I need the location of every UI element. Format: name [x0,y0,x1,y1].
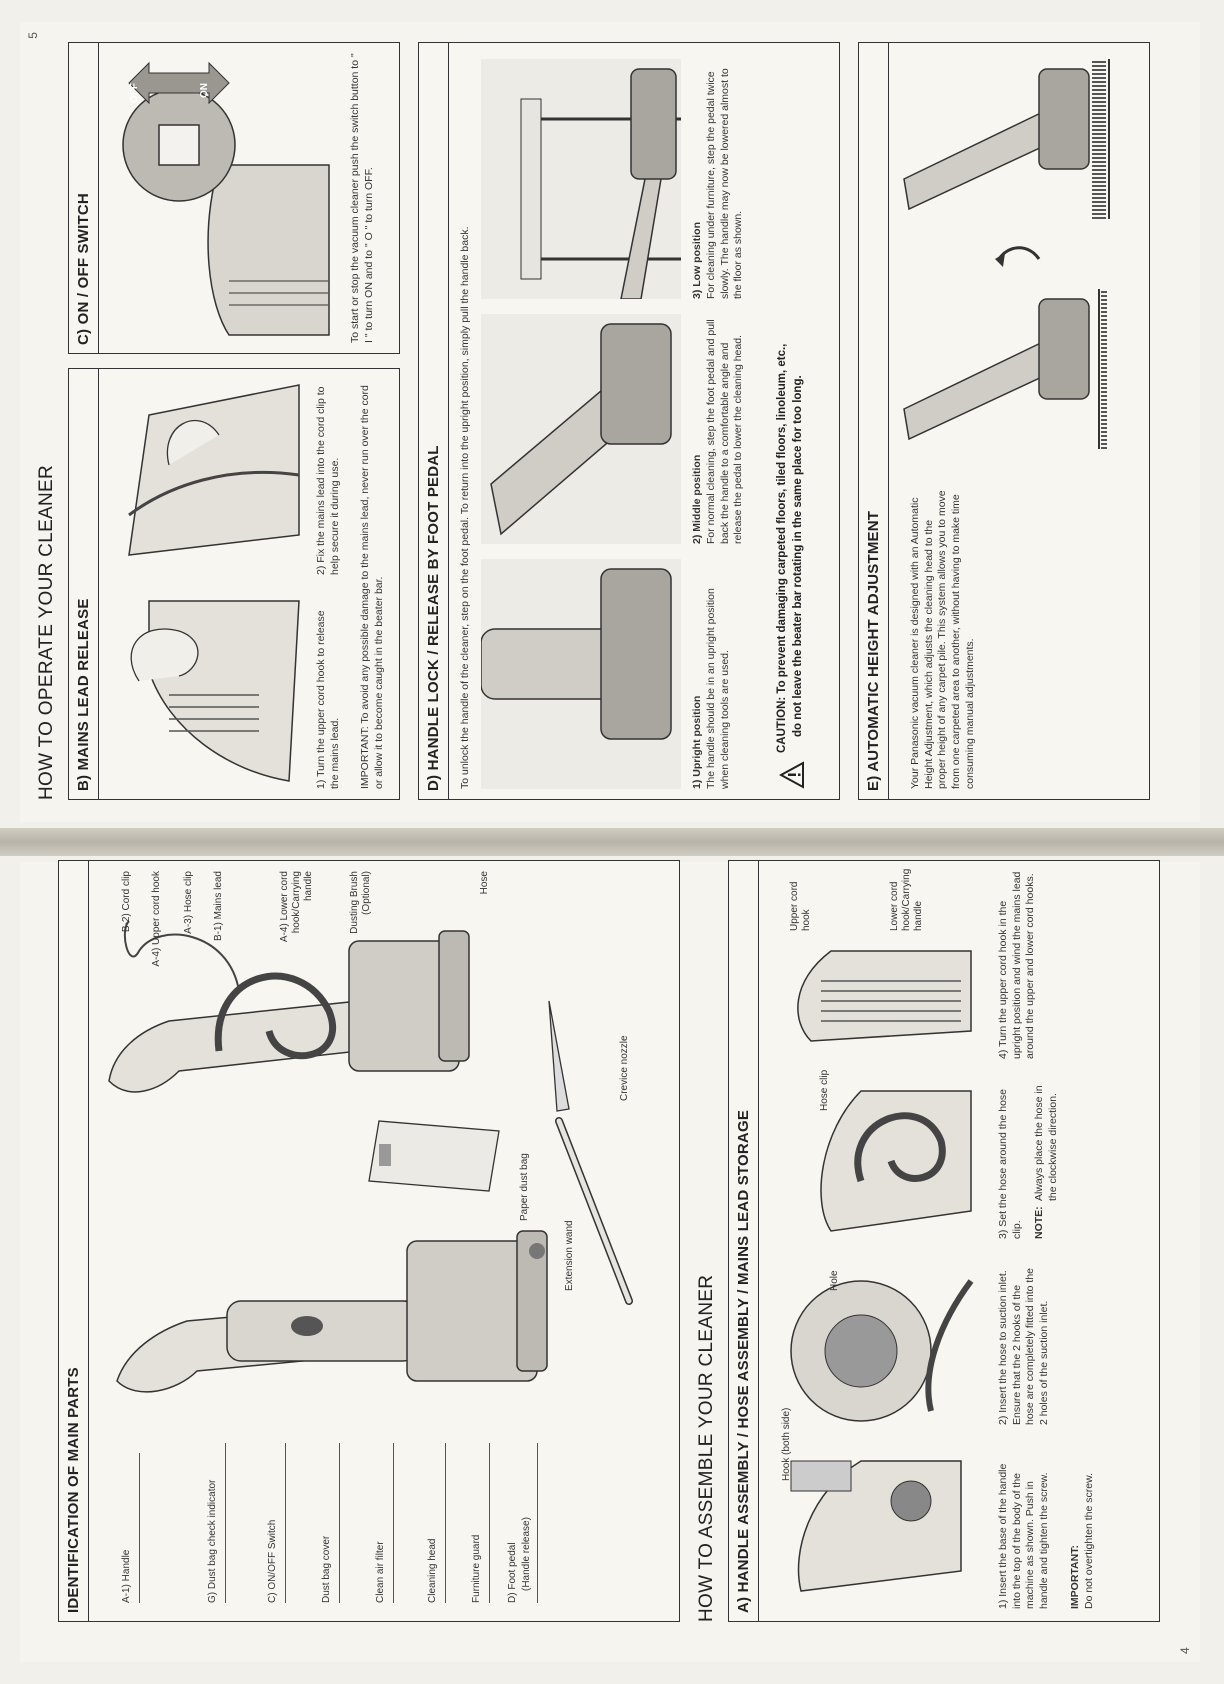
hose-inlet-illustration [771,1261,991,1431]
warning-icon [779,761,805,789]
label-handle: A-1) Handle [121,1549,132,1603]
label-dusting-brush: Dusting Brush (Optional) [349,871,372,934]
label-lower-cord-hook-assembly: Lower cord hook/Carrying handle [889,868,924,931]
leader-cleaning-head [445,1443,446,1603]
label-furniture-guard: Furniture guard [471,1534,482,1603]
hose-clip-illustration [771,1071,991,1241]
leader-furniture-guard [489,1443,490,1603]
label-hole: Hole [829,1270,840,1291]
pos3-text: For cleaning under furniture, step the pedal twice slowly. The handle may now be lowered almost to the floor as shown. [705,68,745,299]
upright-position-illustration [481,559,681,789]
handle-lock-box [418,42,840,800]
onoff-title: C) ON / OFF SWITCH [69,43,99,353]
leader-handle [139,1453,140,1603]
leader-onoff-switch [285,1443,286,1603]
identification-title: IDENTIFICATION OF MAIN PARTS [59,861,89,1621]
mains-lead-step1: 1) Turn the upper cord hook to release the mains lead. [315,610,341,789]
label-dust-bag-cover: Dust bag cover [321,1535,332,1603]
switch-off-label: OFF [129,83,140,103]
leader-dust-bag-indicator [225,1443,226,1603]
assemble-heading: HOW TO ASSEMBLE YOUR CLEANER [696,1274,717,1622]
switch-on-label: ON [199,83,210,98]
assemble-step1-important: Do not overtighten the screw. [1083,1473,1095,1609]
switch-illustration [109,55,339,345]
cord-clip-illustration [109,375,309,575]
mains-lead-box [68,368,400,800]
leader-clean-air-filter [393,1443,394,1603]
assemble-title: A) HANDLE ASSEMBLY / HOSE ASSEMBLY / MAINS LEAD STORAGE [729,861,759,1621]
label-lower-cord-hook: A-4) Lower cord hook/Carrying handle [279,871,314,943]
height-box [858,42,1150,800]
label-mains-lead: B-1) Mains lead [213,871,224,942]
label-paper-dust-bag: Paper dust bag [519,1153,530,1221]
cord-storage-illustration [771,931,991,1061]
label-clean-air-filter: Clean air filter [375,1541,386,1603]
page-number-right: 5 [26,32,40,39]
label-foot-pedal: D) Foot pedal [507,1542,518,1603]
pos2-title: 2) Middle position [691,454,703,544]
handle-insert-illustration [771,1441,971,1611]
right-page [20,22,1200,822]
assemble-step1: 1) Insert the base of the handle into the top of the body of the machine as shown. Push in handle and tighten the screw. [997,1463,1050,1609]
mains-lead-step2: 2) Fix the mains lead into the cord clip to help secure it during use. [315,386,341,575]
label-hook: Hook (both side) [781,1407,792,1481]
label-upper-cord-hook: A-4) Upper cord hook [151,871,162,967]
assemble-step3-note-head: NOTE: [1033,1206,1045,1239]
mains-lead-title: B) MAINS LEAD RELEASE [69,369,99,799]
assemble-box [728,860,1160,1622]
label-onoff-switch: C) ON/OFF Switch [267,1519,278,1603]
left-page [20,862,1200,1662]
height-adjust-illustration-2 [899,49,1129,229]
height-adjust-illustration-1 [899,279,1129,459]
leader-dust-bag-cover [339,1443,340,1603]
label-hose-clip-assembly: Hose clip [819,1069,830,1111]
caution-line-1: CAUTION: To prevent damaging carpeted floors, tiled floors, linoleum, etc., [776,343,788,753]
cord-hook-release-illustration [109,591,309,791]
operate-heading: HOW TO OPERATE YOUR CLEANER [36,464,57,800]
assemble-step2: 2) Insert the hose to suction inlet. Ensure that the 2 hooks of the hose are completely fitted into the 2 holes of the suction inlet. [997,1267,1050,1425]
pos3-title: 3) Low position [691,222,703,299]
label-hose-clip: A-3) Hose clip [183,871,194,934]
pos2-text: For normal cleaning, step the foot pedal and pull back the handle to a comfortable angle and release the pedal to lower the cleaning head. [705,319,745,544]
label-dust-bag-indicator: G) Dust bag check indicator [207,1479,218,1603]
label-cleaning-head: Cleaning head [427,1538,438,1603]
handle-lock-intro: To unlock the handle of the cleaner, step on the foot pedal. To return into the upright position, simply pull the handle back. [459,226,471,789]
onoff-text: To start or stop the vacuum cleaner push the switch button to " I " to turn ON and to " O " to turn OFF. [349,53,375,343]
wand-and-nozzle-illustration [529,991,649,1321]
height-title: E) AUTOMATIC HEIGHT ADJUSTMENT [859,43,889,799]
page-number-left: 4 [1178,1647,1192,1654]
leader-foot-pedal [537,1443,538,1603]
assemble-step4: 4) Turn the upper cord hook in the upright position and wind the mains lead around the upper and lower cord hooks. [997,871,1037,1059]
label-cord-clip: B-2) Cord clip [121,871,132,933]
label-hose: Hose [479,871,490,895]
assemble-step3-note: Always place the hose in the clockwise direction. [1033,1085,1059,1201]
handle-lock-title: D) HANDLE LOCK / RELEASE BY FOOT PEDAL [419,43,449,799]
label-crevice-nozzle: Crevice nozzle [619,1035,630,1101]
assemble-step3: 3) Set the hose around the hose clip. [997,1088,1023,1239]
low-position-illustration [481,59,681,299]
height-arrow-illustration [899,239,1129,279]
height-text: Your Panasonic vacuum cleaner is designed with an Automatic Height Adjustment, which adjusts the cleaning head to the proper height of any carpet pile. This system allows you to move from one carpeted area to another, without having to make time consuming manual adjustments. [909,490,976,789]
pos1-text: The handle should be in an upright position when cleaning tools are used. [705,588,731,789]
identification-box [58,860,680,1622]
label-extension-wand: Extension wand [564,1220,575,1291]
assemble-step1-important-head: IMPORTANT: [1069,1545,1081,1609]
label-foot-pedal-sub: (Handle release) [521,1517,532,1591]
onoff-box [68,42,400,354]
book-spine [0,828,1224,856]
pos1-title: 1) Upright position [691,695,703,789]
mains-lead-important: IMPORTANT: To avoid any possible damage to the mains lead, never run over the cord or allow it to become caught in the beater bar. [359,385,385,789]
caution-line-2: do not leave the beater bar rotating in the same place for too long. [792,375,804,737]
middle-position-illustration [481,314,681,544]
vacuum-upright-illustration [107,1201,577,1441]
label-upper-cord-hook-assembly: Upper cord hook [789,881,812,931]
